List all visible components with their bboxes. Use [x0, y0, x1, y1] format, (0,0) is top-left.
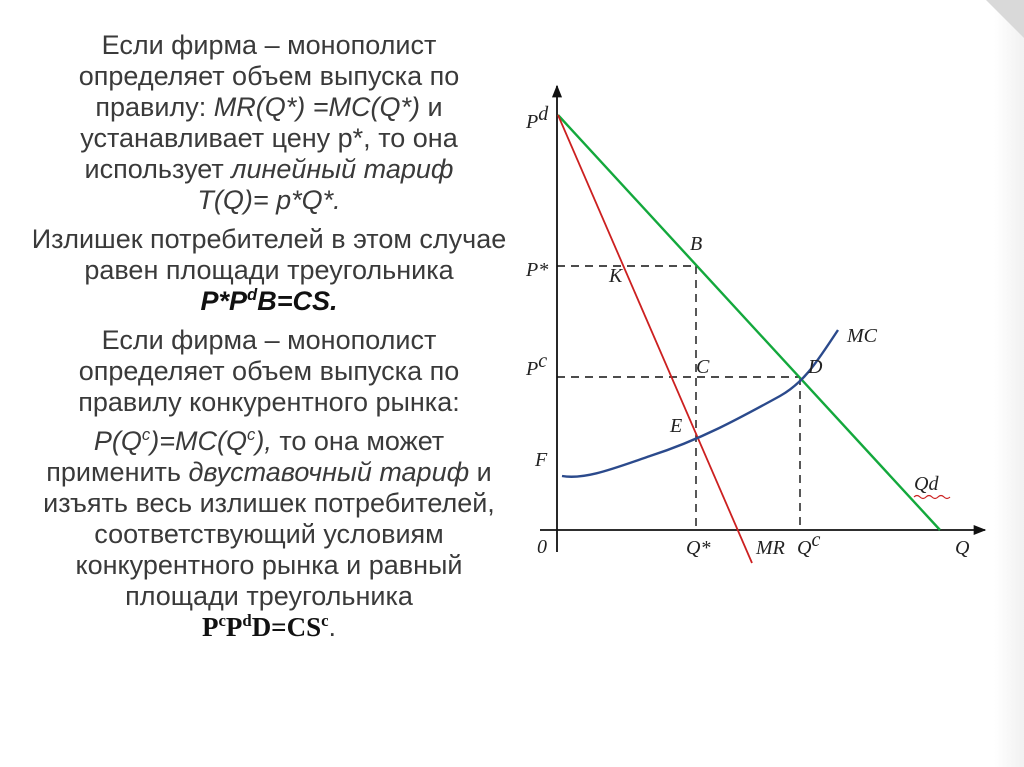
text-span: то она может применить: [46, 426, 445, 487]
paragraph-linear-tariff: [30, 30, 508, 216]
paragraph-consumer-surplus: [30, 224, 508, 317]
qd-label: Qd: [914, 473, 939, 495]
point-e-label: E: [670, 415, 683, 437]
q-axis-label: Q: [955, 537, 970, 559]
point-k-label: K: [609, 265, 623, 287]
text-span: Если фирма – монополист определяет объем выпуска по правилу конкурентного рынка:: [78, 325, 460, 417]
term-linear-tariff: линейный тариф: [231, 154, 454, 184]
text-span: .: [328, 612, 337, 642]
text-span: и устанавливает цену p*, то она использует: [80, 92, 458, 184]
text-span: Излишек потребителей в этом случае равен площади треугольника: [31, 224, 507, 285]
mr-label: MR: [756, 537, 785, 559]
label-pd: Pd: [526, 103, 549, 133]
label-pstar: P*: [526, 259, 549, 281]
text-span: и изъять весь излишек потребителей, соответствующий условиям конкурентного рынка и равный площади треугольника: [43, 457, 495, 611]
explanation-text: [30, 30, 508, 651]
qc-label: Qc: [797, 529, 821, 559]
mr-line: [558, 115, 752, 563]
qstar-label: Q*: [686, 537, 711, 559]
label-origin: 0: [537, 536, 547, 558]
mc-curve: [562, 330, 838, 477]
monopoly-tariff-diagram: [510, 70, 1010, 570]
point-d-label: D: [808, 356, 823, 378]
triangle-cs: $P*P^dB=CS$.: [200, 285, 338, 316]
term-two-part-tariff: двуставочный тариф: [188, 457, 470, 487]
rule-mr-mc: MR(Q*) =MC(Q*): [213, 92, 420, 122]
point-b-label: B: [690, 233, 703, 255]
rule-p-mc: $P(Q^c)=MC(Q^c)$,: [93, 425, 272, 456]
mc-label: MC: [847, 325, 877, 347]
paragraph-two-part-tariff: [30, 426, 508, 643]
qd-underline: [914, 496, 950, 499]
slide-corner-fold: [986, 0, 1024, 38]
formula-linear-tariff: T(Q)= p*Q*.: [197, 185, 341, 215]
label-f: F: [535, 449, 548, 471]
triangle-csc: $P^cP^dD=CS^c$: [201, 611, 329, 642]
label-pc: Pc: [526, 350, 548, 380]
paragraph-competitive-rule: [30, 325, 508, 418]
point-c-label: C: [696, 356, 710, 378]
text-span: Если фирма – монополист определяет объем выпуска по правилу:: [78, 30, 460, 122]
